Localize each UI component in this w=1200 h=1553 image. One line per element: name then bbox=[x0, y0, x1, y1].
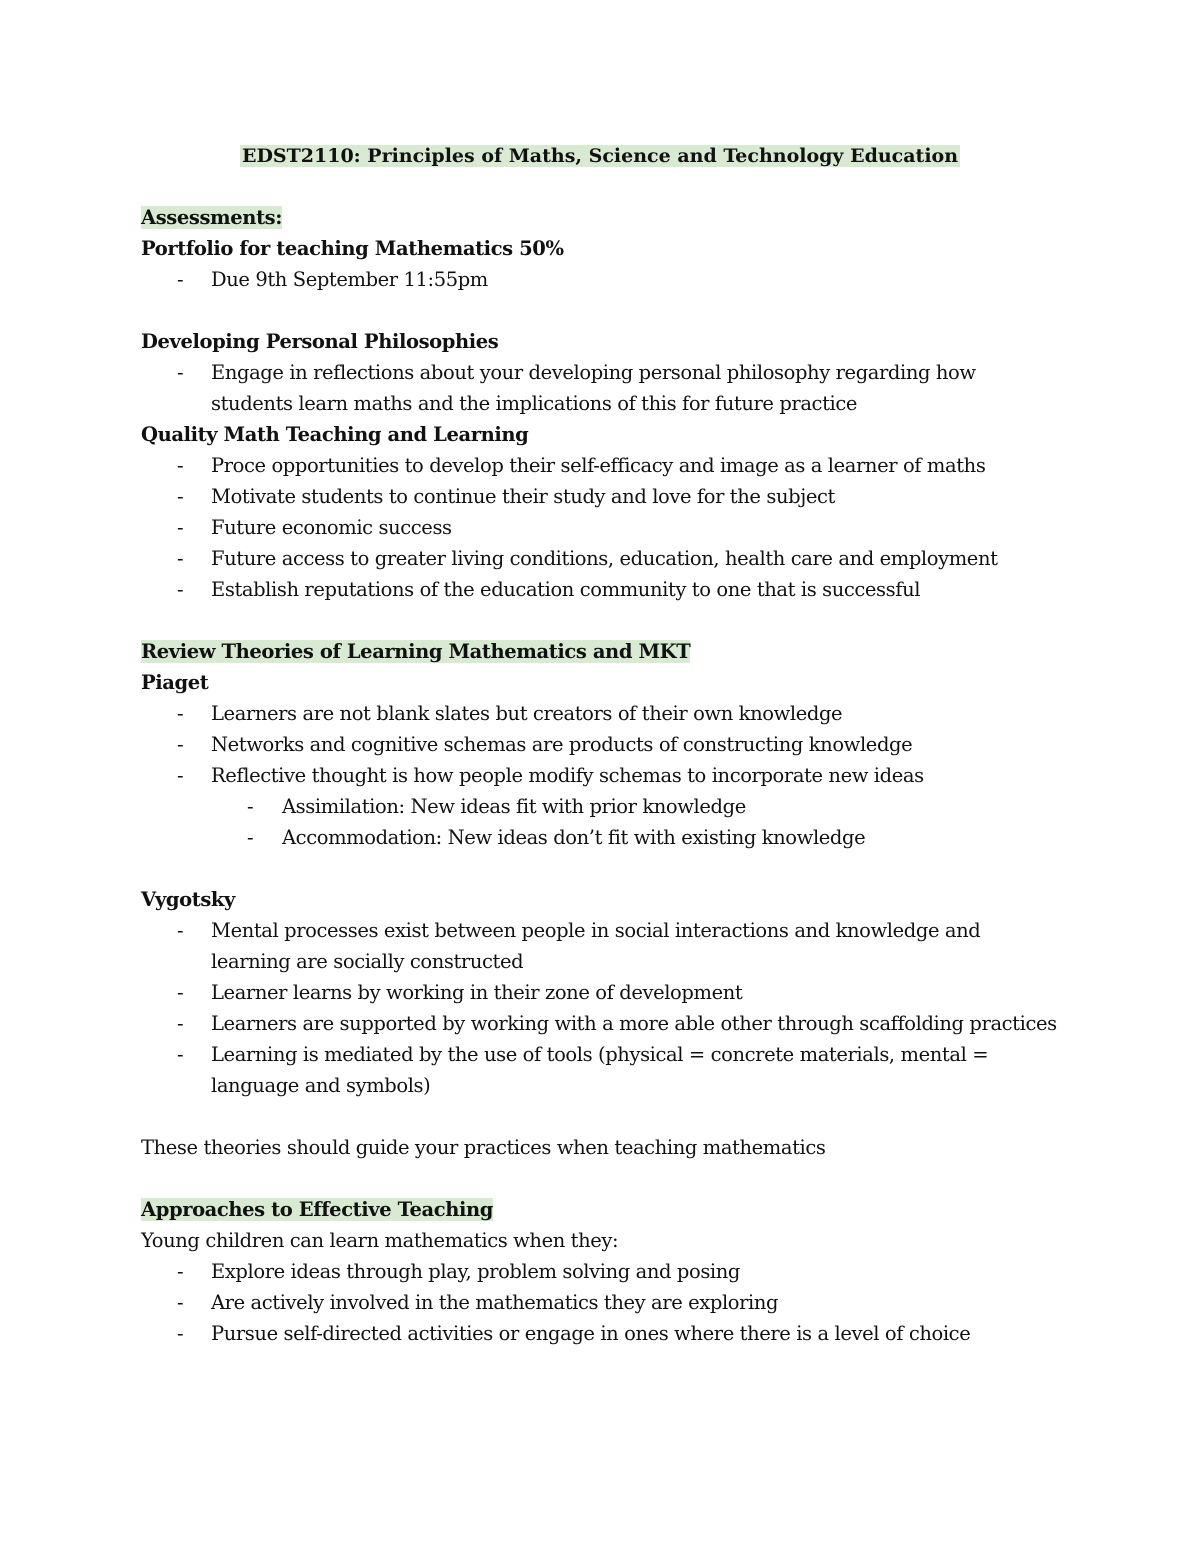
spacer bbox=[141, 1163, 1061, 1194]
list-item: - Future economic success bbox=[141, 512, 1061, 543]
list-item: - Engage in reflections about your developing personal philosophy regarding how students learn maths and the implications of this for future practice bbox=[141, 357, 1061, 419]
spacer bbox=[141, 295, 1061, 326]
spacer bbox=[141, 853, 1061, 884]
list-item: - Networks and cognitive schemas are products of constructing knowledge bbox=[141, 729, 1061, 760]
bullet-dash: - bbox=[247, 795, 254, 818]
theories-heading: Review Theories of Learning Mathematics and MKT bbox=[141, 640, 691, 663]
piaget-heading: Piaget bbox=[141, 671, 209, 694]
bullet-dash: - bbox=[177, 485, 184, 508]
list-item: - Future access to greater living conditions, education, health care and employment bbox=[141, 543, 1061, 574]
bullet-dash: - bbox=[177, 1043, 184, 1066]
bullet-dash: - bbox=[177, 1260, 184, 1283]
sub-list-item: - Assimilation: New ideas fit with prior knowledge bbox=[141, 791, 1061, 822]
bullet-dash: - bbox=[177, 547, 184, 570]
bullet-dash: - bbox=[177, 1291, 184, 1314]
list-item: - Explore ideas through play, problem solving and posing bbox=[141, 1256, 1061, 1287]
list-item: - Establish reputations of the education community to one that is successful bbox=[141, 574, 1061, 605]
quality-heading: Quality Math Teaching and Learning bbox=[141, 423, 529, 446]
bullet-dash: - bbox=[177, 1322, 184, 1345]
bullet-dash: - bbox=[177, 268, 184, 291]
spacer bbox=[141, 1101, 1061, 1132]
list-item: - Mental processes exist between people in social interactions and knowledge and learning are socially constructed bbox=[141, 915, 1061, 977]
spacer bbox=[141, 605, 1061, 636]
bullet-dash: - bbox=[177, 919, 184, 942]
bullet-dash: - bbox=[177, 764, 184, 787]
sub-list-item: - Accommodation: New ideas don’t fit with existing knowledge bbox=[141, 822, 1061, 853]
document-title: EDST2110: Principles of Maths, Science and Technology Education bbox=[241, 145, 959, 167]
approaches-heading: Approaches to Effective Teaching bbox=[141, 1198, 493, 1221]
document-body bbox=[141, 202, 1061, 1349]
vygotsky-heading: Vygotsky bbox=[141, 888, 235, 911]
list-item: - Motivate students to continue their study and love for the subject bbox=[141, 481, 1061, 512]
approaches-intro: Young children can learn mathematics when they: bbox=[141, 1229, 619, 1252]
bullet-dash: - bbox=[177, 361, 184, 384]
assessments-heading: Assessments: bbox=[141, 206, 283, 229]
list-item: - Proce opportunities to develop their self-efficacy and image as a learner of maths bbox=[141, 450, 1061, 481]
list-item: - Due 9th September 11:55pm bbox=[141, 264, 1061, 295]
list-item: - Are actively involved in the mathematics they are exploring bbox=[141, 1287, 1061, 1318]
bullet-dash: - bbox=[177, 454, 184, 477]
bullet-dash: - bbox=[177, 702, 184, 725]
bullet-dash: - bbox=[177, 733, 184, 756]
philosophies-heading: Developing Personal Philosophies bbox=[141, 330, 499, 353]
bullet-dash: - bbox=[177, 516, 184, 539]
bullet-dash: - bbox=[177, 981, 184, 1004]
title-container bbox=[0, 141, 1200, 172]
bullet-dash: - bbox=[177, 1012, 184, 1035]
list-item: - Reflective thought is how people modify schemas to incorporate new ideas bbox=[141, 760, 1061, 791]
portfolio-heading: Portfolio for teaching Mathematics 50% bbox=[141, 237, 564, 260]
bullet-dash: - bbox=[247, 826, 254, 849]
list-item: - Learning is mediated by the use of tools (physical = concrete materials, mental = language and symbols) bbox=[141, 1039, 1061, 1101]
list-item: - Learner learns by working in their zone of development bbox=[141, 977, 1061, 1008]
list-item: - Learners are supported by working with a more able other through scaffolding practices bbox=[141, 1008, 1061, 1039]
list-item: - Learners are not blank slates but creators of their own knowledge bbox=[141, 698, 1061, 729]
list-item: - Pursue self-directed activities or engage in ones where there is a level of choice bbox=[141, 1318, 1061, 1349]
bullet-dash: - bbox=[177, 578, 184, 601]
theories-closing-text: These theories should guide your practices when teaching mathematics bbox=[141, 1136, 826, 1159]
